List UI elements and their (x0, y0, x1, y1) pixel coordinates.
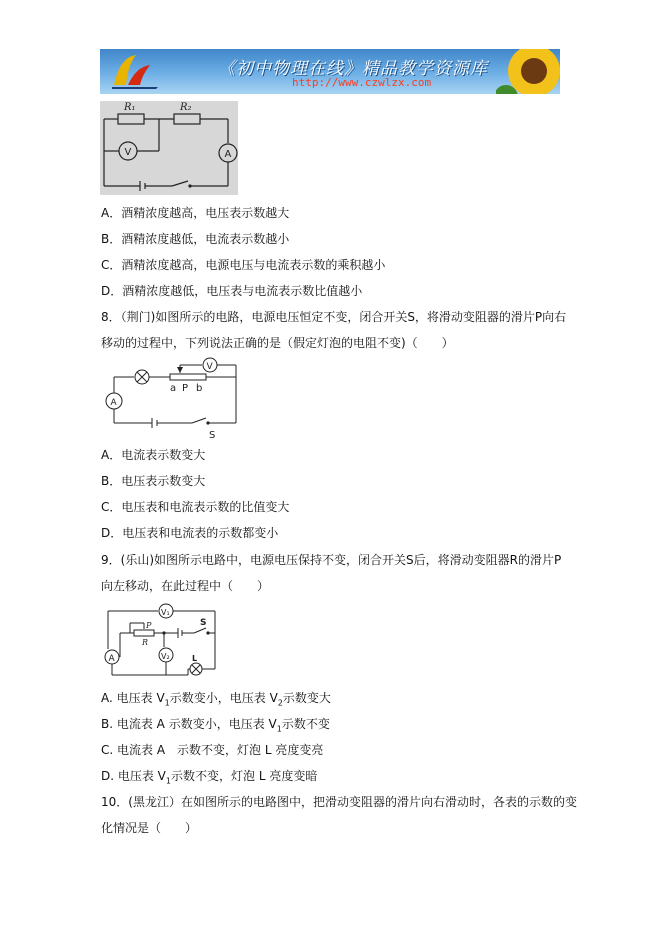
q8-stem-line1: 8．（荆门)如图所示的电路，电源电压恒定不变，闭合开关S，将滑动变阻器的滑片P向右 (101, 310, 567, 324)
q10-stem-line1: 10．(黑龙江）在如图所示的电路图中，把滑动变阻器的滑片向右滑动时，各表的示数的变 (101, 795, 577, 809)
q10-stem-line2: 化情况是（ ） (101, 821, 198, 835)
q9-v2-label: V₂ (161, 652, 170, 661)
voltmeter-label: V (124, 147, 132, 158)
q8-ammeter-label: A (110, 398, 117, 408)
q8-option-d: D．电压表和电流表的示数都变小 (101, 526, 279, 540)
q9-option-b: B. 电流表 A 示数变小，电压表 $V_1$示数不变 (101, 717, 330, 734)
q9-switch-label: S (200, 618, 207, 628)
q9-option-d: D. 电压表 $V_1$示数不变，灯泡 L 亮度变暗 (101, 769, 318, 786)
q8-option-c: C．电压表和电流表示数的比值变大 (101, 500, 290, 514)
banner-url: http://www.czwlzx.com (292, 76, 432, 89)
q9-stem-line2: 向左移动，在此过程中（ ） (101, 579, 270, 593)
q9-slider-p: P (146, 621, 152, 630)
q9-ammeter-label: A (108, 654, 115, 664)
r2-label: R₂ (180, 102, 192, 113)
r1-label: R₁ (124, 102, 136, 113)
q7-option-d: D．酒精浓度越低，电压表与电流表示数比值越小 (101, 284, 363, 298)
q9-v1-label: V₁ (161, 608, 170, 617)
ammeter-label: A (224, 149, 232, 160)
q9-option-c: C. 电流表 A 示数不变，灯泡 L 亮度变亮 (101, 743, 324, 757)
q8-option-b: B．电压表示数变大 (101, 474, 206, 488)
circuit-diagram-q8 (100, 355, 242, 443)
sunflower-icon (496, 49, 560, 94)
q9-option-a: A. 电压表 $V_1$示数变小，电压表 $V_2$示数变大 (101, 691, 331, 708)
banner-title: 《初中物理在线》精品教学资源库 (218, 59, 488, 79)
q9-rheostat-r: R (142, 638, 149, 647)
circuit-diagram-q7 (100, 101, 238, 195)
q9-lamp-label: L (192, 654, 198, 663)
q8-switch-label: S (209, 430, 216, 441)
site-logo-icon (106, 51, 166, 91)
q8-voltmeter-label: V (206, 362, 213, 372)
q7-option-a: A．酒精浓度越高，电压表示数越大 (101, 206, 290, 220)
q8-stem-line2: 移动的过程中，下列说法正确的是（假定灯泡的电阻不变)（ ） (101, 336, 454, 350)
q8-rheostat-end-a: a (170, 383, 177, 394)
header-banner (100, 49, 560, 94)
circuit-diagram-q9 (100, 601, 222, 683)
q7-option-c: C．酒精浓度越高，电源电压与电流表示数的乘积越小 (101, 258, 386, 272)
q8-option-a: A．电流表示数变大 (101, 448, 206, 462)
q9-stem-line1: 9．(乐山)如图所示电路中，电源电压保持不变，闭合开关S后，将滑动变阻器R的滑片P (101, 553, 562, 567)
q8-rheostat-end-b: b (196, 383, 203, 394)
q7-option-b: B．酒精浓度越低，电流表示数越小 (101, 232, 290, 246)
q8-slider-p: P (182, 383, 189, 394)
